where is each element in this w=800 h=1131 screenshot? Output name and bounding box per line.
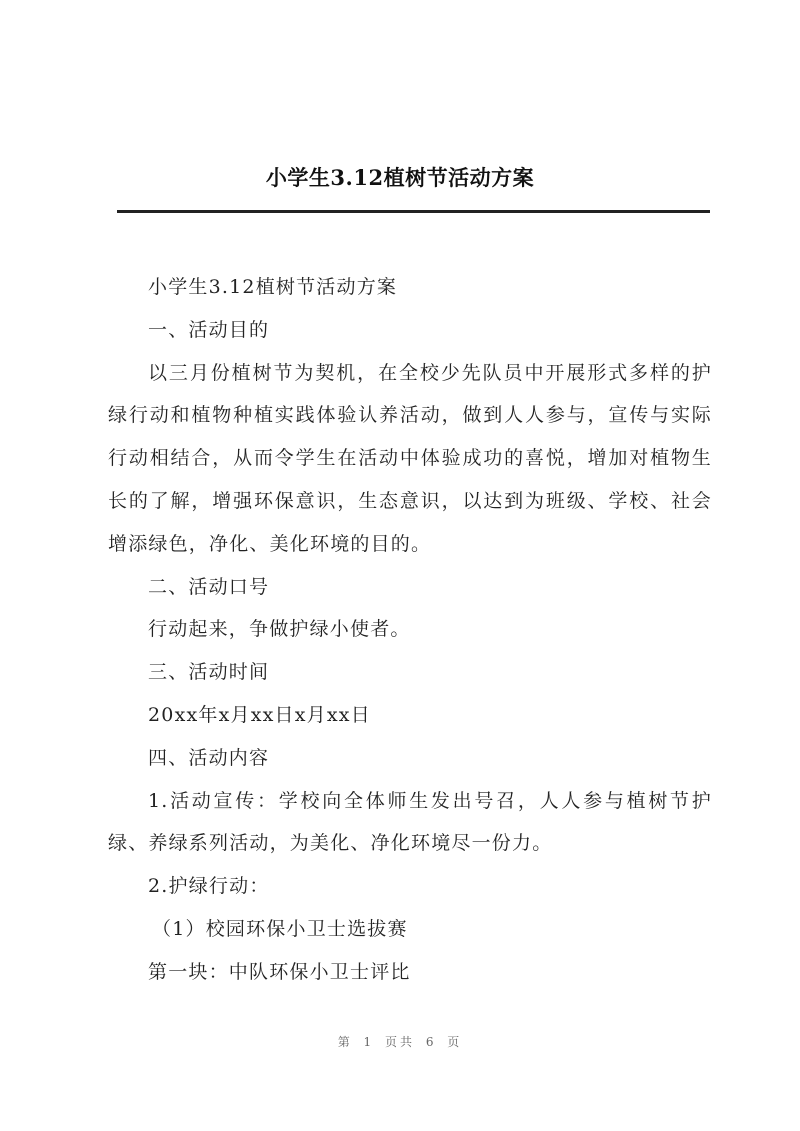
paragraph-promotion: 1.活动宣传：学校向全体师生发出号召，人人参与植树节护绿、养绿系列活动，为美化、净化环境尽一份力。 (108, 789, 712, 855)
paragraph-purpose: 以三月份植树节为契机，在全校少先队员中开展形式多样的护绿行动和植物种植实践体验认养活动，做到人人参与，宣传与实际行动相结合，从而令学生在活动中体验成功的喜悦，增加对植物生长的了解，增强环保意识，生态意识，以达到为班级、学校、社会增添绿色，净化、美化环境的目的。 (108, 361, 712, 555)
paragraph-first-block: 第一块：中队环保小卫士评比 (148, 960, 411, 983)
paragraph-time: 20xx年x月xx日x月xx日 (148, 703, 371, 726)
heading-slogan: 二、活动口号 (148, 575, 270, 598)
heading-content: 四、活动内容 (148, 746, 270, 769)
page-title: 小学生3.12植树节活动方案 (265, 165, 535, 190)
document-body (108, 266, 712, 994)
heading-time: 三、活动时间 (148, 661, 270, 684)
paragraph-green-action: 2.护绿行动： (148, 875, 270, 898)
title-divider (117, 210, 710, 213)
paragraph-subtitle: 小学生3.12植树节活动方案 (148, 276, 398, 298)
paragraph-slogan: 行动起来，争做护绿小使者。 (148, 618, 411, 641)
page-footer: 第 1 页共 6 页 (337, 1035, 463, 1049)
paragraph-selection: （1）校园环保小卫士选拔赛 (152, 917, 408, 940)
heading-purpose: 一、活动目的 (148, 318, 270, 341)
